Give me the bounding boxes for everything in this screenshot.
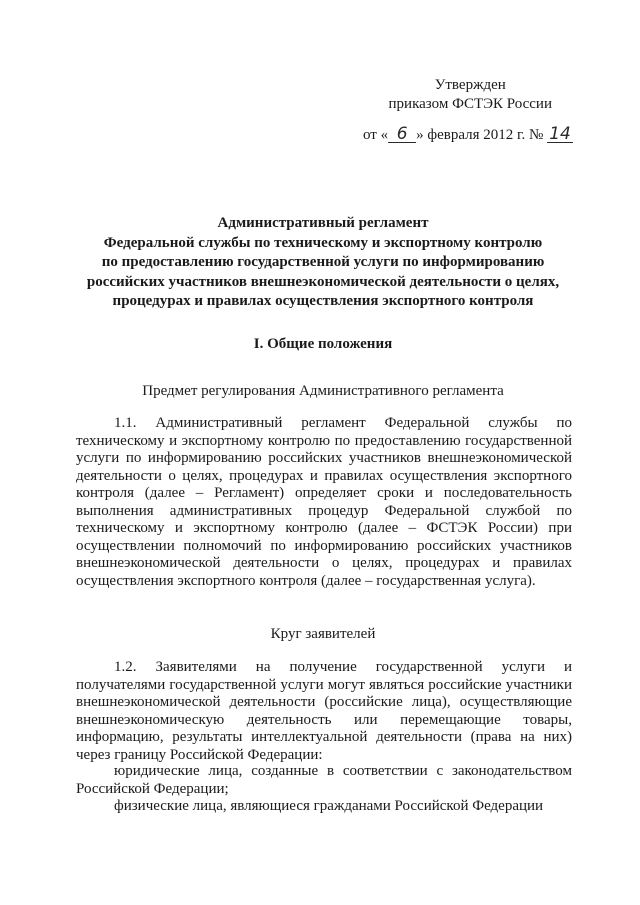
- subheading-regulation-subject: Предмет регулирования Административного регламента: [142, 383, 504, 399]
- paragraph-legal-entities: [76, 763, 572, 798]
- title-line-1: Административный регламент: [217, 215, 429, 231]
- handwritten-number: 14: [547, 126, 573, 143]
- subheading-applicants: Круг заявителей: [270, 626, 376, 642]
- approval-date-line: [363, 126, 573, 144]
- paragraph-individuals: [76, 798, 572, 816]
- date-prefix: от «: [363, 127, 389, 143]
- approval-line-2: приказом ФСТЭК России: [388, 96, 552, 112]
- approval-block: [389, 76, 552, 114]
- handwritten-day: 6: [388, 126, 416, 143]
- paragraph-1-2: [76, 659, 572, 764]
- paragraph-legal-entities-text: юридические лица, созданные в соответствии с законодательством Российской Федерации;: [76, 763, 572, 797]
- section-title: I. Общие положения: [253, 336, 393, 352]
- paragraph-1-2-text: 1.2. Заявителями на получение государственной услуги и получателями государственной услуги могут являться российские участники внешнеэкономической деятельности (российские лица), осуществляющие внешнеэкономическую деятельность или перемещающие товары, информацию, результаты интеллектуальной деятельности (права на них) через границу Российской Федерации:: [76, 659, 572, 763]
- title-line-5: процедурах и правилах осуществления экспортного контроля: [112, 293, 534, 309]
- paragraph-1-1: [76, 415, 572, 590]
- title-line-3: по предоставлению государственной услуги по информированию: [101, 254, 545, 270]
- title-line-4: российских участников внешнеэкономической деятельности о целях,: [86, 273, 560, 290]
- paragraph-1-1-text: 1.1. Административный регламент Федеральной службы по техническому и экспортному контролю по предоставлению государственной услуги по информированию российских участников внешнеэкономической деятельности о целях, процедурах и правилах осуществления экспортного контроля (далее – Регламент) определяет сроки и последовательность выполнения административных процедур Федеральной службой по техническому и экспортному контролю (далее – ФСТЭК России) при осуществлении полномочий по информированию российских участников внешнеэкономической деятельности о целях, процедурах и правилах осуществления экспортного контроля (далее – государственная услуга).: [76, 415, 572, 589]
- date-middle: » февраля 2012 г. №: [416, 127, 544, 143]
- approval-line-1: Утвержден: [434, 77, 506, 93]
- title-line-2: Федеральной службы по техническому и экспортному контролю: [103, 234, 543, 251]
- document-title: [70, 214, 576, 312]
- paragraph-individuals-text: физические лица, являющиеся гражданами Российской Федерации: [114, 798, 544, 814]
